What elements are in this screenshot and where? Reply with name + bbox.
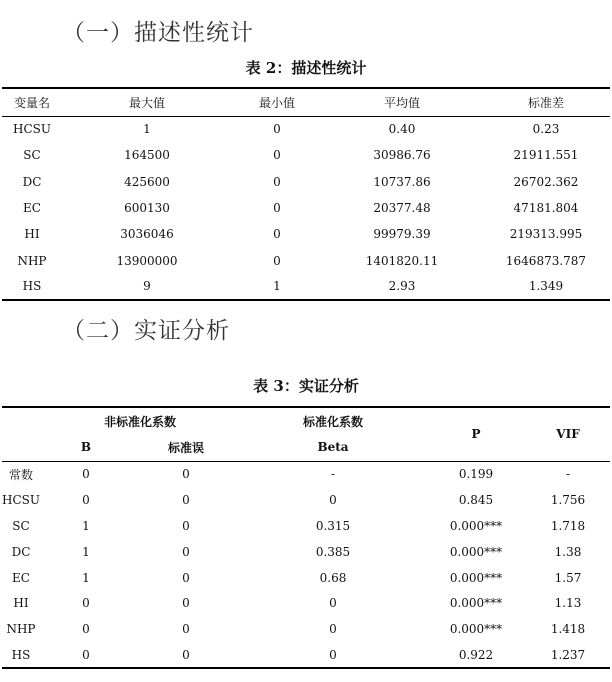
table-row: [2, 565, 610, 591]
col-header-se: 标准误: [132, 434, 240, 461]
table-cell: -: [565, 467, 571, 482]
table-cell: 1: [143, 122, 151, 137]
table-row: [2, 274, 610, 300]
table-row: [2, 461, 610, 487]
table-cell: 1646873.787: [505, 253, 587, 268]
table-cell: NHP: [17, 253, 47, 268]
table-cell: 0.40: [388, 122, 416, 137]
table-cell: 0: [182, 544, 190, 559]
table-cell: 13900000: [116, 253, 178, 268]
col-header-b: B: [40, 434, 132, 461]
table-cell: 99979.39: [373, 227, 431, 242]
table-cell: 0: [182, 647, 190, 662]
table-cell: 1: [82, 518, 90, 533]
table-row: [2, 539, 610, 565]
col-header: 最小值: [232, 88, 322, 116]
table-cell: 1: [82, 570, 90, 585]
table-row: [2, 642, 610, 668]
table-cell: 0.000***: [449, 570, 503, 585]
table-row: [2, 142, 610, 168]
table-cell: HCSU: [13, 122, 51, 137]
table-cell: 0.845: [458, 492, 494, 507]
col-header: 标准差: [482, 88, 610, 116]
table-cell: HI: [24, 227, 40, 242]
table-cell: 0: [182, 467, 190, 482]
table-cell: EC: [23, 201, 41, 216]
table-cell: 600130: [124, 201, 170, 216]
table-cell: 0.000***: [449, 622, 503, 637]
table-cell: 0: [82, 596, 90, 611]
table-row: [2, 169, 610, 195]
table-cell: 0.000***: [449, 518, 503, 533]
table-cell: SC: [23, 148, 41, 163]
table-cell: 164500: [124, 148, 170, 163]
table-row: [2, 221, 610, 247]
table-cell: -: [330, 467, 336, 482]
table-cell: NHP: [6, 622, 36, 637]
table3-caption: 表 3：实证分析: [253, 377, 359, 395]
table-cell: 1.13: [554, 596, 582, 611]
table-cell: 0.68: [319, 570, 347, 585]
table-cell: 30986.76: [373, 148, 431, 163]
col-header: 平均值: [322, 88, 482, 116]
table-cell: HS: [11, 647, 31, 662]
table-cell: 1.38: [554, 544, 582, 559]
descriptive-stats-table: [2, 87, 610, 301]
table2-caption: 表 2：描述性统计: [245, 59, 367, 77]
table-cell: 10737.86: [373, 174, 431, 189]
table-cell: DC: [11, 544, 31, 559]
col-header-beta: Beta: [240, 434, 426, 461]
table-cell: 219313.995: [509, 227, 583, 242]
table-cell: 0.315: [315, 518, 351, 533]
table-row: [2, 247, 610, 273]
table-cell: 21911.551: [513, 148, 579, 163]
table-cell: 1: [273, 279, 281, 294]
table-cell: 1401820.11: [365, 253, 439, 268]
col-header: 变量名: [2, 88, 62, 116]
table-cell: 0.000***: [449, 544, 503, 559]
table-cell: 9: [143, 279, 151, 294]
table-row: [2, 590, 610, 616]
table-cell: 0: [82, 467, 90, 482]
table-cell: 0: [329, 622, 337, 637]
table-cell: 0: [82, 647, 90, 662]
table-cell: 0.000***: [449, 596, 503, 611]
table-cell: 0.23: [532, 122, 560, 137]
table-cell: 0: [273, 122, 281, 137]
table-cell: 0: [182, 518, 190, 533]
table-cell: 0.922: [458, 647, 494, 662]
table-cell: 0: [182, 622, 190, 637]
table-cell: 0: [182, 492, 190, 507]
section-heading-empirical: （二）实证分析: [62, 318, 230, 344]
table-cell: HS: [22, 279, 42, 294]
table-cell: 0.199: [458, 467, 494, 482]
table-cell: 1.718: [550, 518, 586, 533]
col-header: 最大值: [62, 88, 232, 116]
table-cell: 0: [82, 492, 90, 507]
table-cell: 0: [329, 492, 337, 507]
table-row: [2, 487, 610, 513]
table-cell: 26702.362: [513, 174, 579, 189]
section-heading-descriptive: （一）描述性统计: [62, 20, 254, 46]
table-cell: 0: [273, 148, 281, 163]
col-header-group-standardized: 标准化系数: [302, 414, 363, 429]
regression-table: [2, 406, 610, 669]
table-cell: 常数: [8, 467, 33, 482]
col-header-empty: [2, 407, 40, 434]
table-cell: 47181.804: [513, 201, 579, 216]
table-cell: 0: [273, 253, 281, 268]
table-cell: 0: [82, 622, 90, 637]
col-header-vif: VIF: [526, 407, 610, 461]
table-cell: 0: [273, 201, 281, 216]
table-header-row: [2, 88, 610, 116]
table-cell: 425600: [124, 174, 170, 189]
table-cell: HCSU: [2, 492, 40, 507]
table-cell: 3036046: [120, 227, 174, 242]
table-cell: 0: [329, 647, 337, 662]
table-cell: 1.349: [528, 279, 564, 294]
table-cell: 1: [82, 544, 90, 559]
table-cell: SC: [12, 518, 30, 533]
table-cell: 0: [273, 227, 281, 242]
col-header-empty: [2, 434, 40, 461]
table-cell: 1.237: [550, 647, 586, 662]
table-cell: 1.756: [550, 492, 586, 507]
table-cell: 0: [182, 596, 190, 611]
table-cell: 0.385: [315, 544, 351, 559]
table-cell: DC: [22, 174, 42, 189]
table-header-row: [2, 407, 610, 434]
table-cell: 20377.48: [373, 201, 431, 216]
table-cell: 0: [182, 570, 190, 585]
table-cell: EC: [12, 570, 30, 585]
table-cell: HI: [13, 596, 29, 611]
col-header-group-unstandardized: 非标准化系数: [103, 414, 176, 429]
table-cell: 2.93: [388, 279, 416, 294]
table-row: [2, 116, 610, 142]
table-cell: 0: [329, 596, 337, 611]
table-cell: 1.418: [550, 622, 586, 637]
col-header-p: P: [426, 407, 526, 461]
table-cell: 0: [273, 174, 281, 189]
table-row: [2, 616, 610, 642]
table-row: [2, 195, 610, 221]
table-row: [2, 513, 610, 539]
table-cell: 1.57: [554, 570, 582, 585]
